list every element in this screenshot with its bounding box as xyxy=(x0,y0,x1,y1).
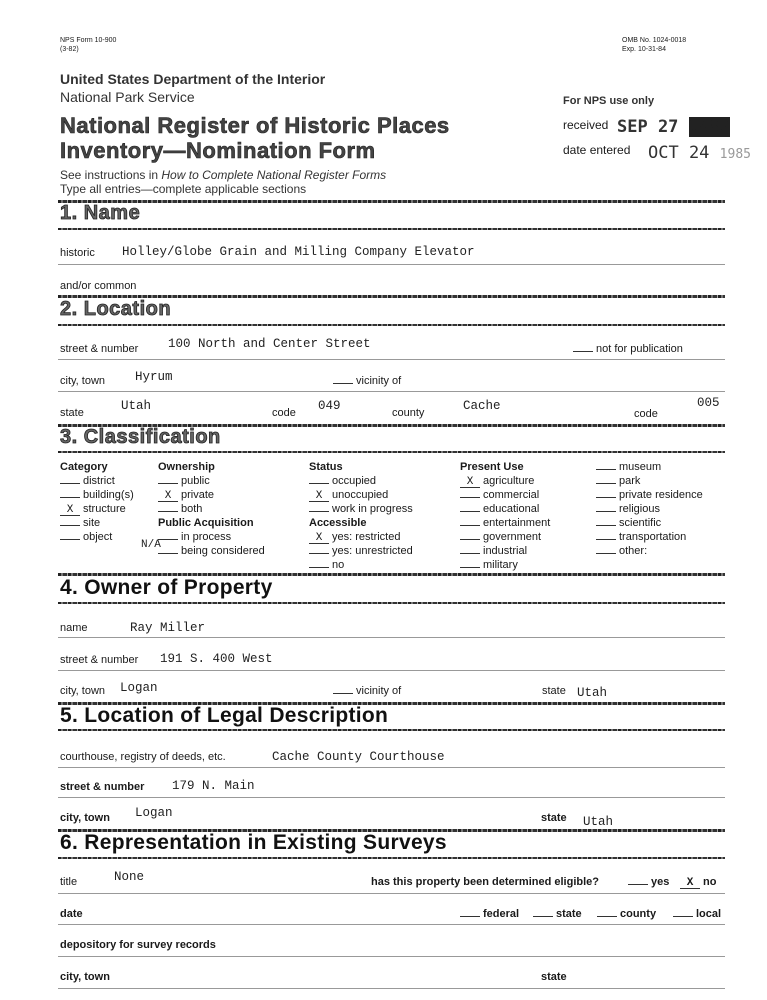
received-label: received xyxy=(563,118,609,132)
field-line xyxy=(58,893,725,894)
field-line xyxy=(58,359,725,360)
owner-state-field[interactable]: Utah xyxy=(577,686,608,700)
entered-stamp: OCT 24 1985 xyxy=(648,143,751,163)
option-label: occupied xyxy=(332,475,377,487)
checkbox[interactable] xyxy=(460,553,480,554)
section-1-heading: 1. Name xyxy=(60,202,141,224)
classification-column xyxy=(141,460,265,558)
checkbox-option[interactable] xyxy=(158,474,265,488)
owner-city-field[interactable]: Logan xyxy=(120,681,158,695)
form-revision: (3-82) xyxy=(60,46,79,53)
divider xyxy=(58,228,725,230)
field-line xyxy=(58,670,725,671)
form-number: NPS Form 10-900 xyxy=(60,37,117,44)
option-label: park xyxy=(619,475,641,487)
option-label: museum xyxy=(619,461,662,473)
option-label: military xyxy=(483,559,518,571)
checkbox[interactable] xyxy=(158,511,178,512)
divider xyxy=(58,451,725,453)
checkbox[interactable] xyxy=(596,497,616,498)
field-line xyxy=(58,637,725,638)
section-2-heading: 2. Location xyxy=(60,298,172,320)
courthouse-label: courthouse, registry of deeds, etc. xyxy=(60,751,226,763)
state-checkbox[interactable] xyxy=(533,916,553,917)
city-label: city, town xyxy=(60,375,106,387)
checkbox-option[interactable] xyxy=(460,502,550,516)
option-label: no xyxy=(332,559,345,571)
checkbox-option[interactable] xyxy=(460,474,550,488)
option-label: both xyxy=(181,503,203,515)
subsection-header: Accessible xyxy=(309,517,367,529)
field-line xyxy=(58,391,725,392)
entered-label: date entered xyxy=(563,143,631,157)
checkbox[interactable] xyxy=(460,567,480,568)
checkbox[interactable] xyxy=(60,483,80,484)
eligible-no[interactable]: X no xyxy=(680,876,716,889)
divider xyxy=(58,729,725,731)
nfp-checkbox[interactable] xyxy=(573,351,593,352)
yes-checkbox[interactable] xyxy=(628,884,648,885)
owner-name-field[interactable]: Ray Miller xyxy=(130,621,206,635)
state-field[interactable]: Utah xyxy=(121,399,152,413)
owner-city-label: city, town xyxy=(60,685,106,697)
legal-city-label: city, town xyxy=(60,812,110,824)
divider xyxy=(58,857,725,859)
courthouse-field[interactable]: Cache County Courthouse xyxy=(272,750,445,764)
code-label: code xyxy=(272,407,296,419)
checkbox[interactable] xyxy=(460,539,480,540)
legal-city-field[interactable]: Logan xyxy=(135,806,173,820)
field-line xyxy=(58,264,725,265)
option-label: scientific xyxy=(619,517,662,529)
legal-state-field[interactable]: Utah xyxy=(583,815,614,829)
subsection-header: Public Acquisition xyxy=(158,517,254,529)
checkbox-option[interactable] xyxy=(309,474,413,488)
service: National Park Service xyxy=(60,89,195,105)
state-code-field[interactable]: 049 xyxy=(318,399,341,413)
option-label: site xyxy=(83,517,101,529)
option-label: object xyxy=(83,531,113,543)
checkbox[interactable]: X xyxy=(309,533,329,544)
option-label: structure xyxy=(83,503,126,515)
checkbox[interactable] xyxy=(596,511,616,512)
section-6-heading: 6. Representation in Existing Surveys xyxy=(60,831,447,854)
checkbox[interactable] xyxy=(309,483,329,484)
checkbox-option[interactable] xyxy=(596,544,703,558)
survey-title-label: title xyxy=(60,876,78,888)
checkbox-option[interactable] xyxy=(596,502,703,516)
checkbox-option[interactable] xyxy=(309,502,413,516)
option-label: yes: unrestricted xyxy=(332,545,413,557)
option-label: unoccupied xyxy=(332,489,389,501)
checkbox[interactable] xyxy=(596,483,616,484)
checkbox-option[interactable] xyxy=(596,474,703,488)
checkbox-option[interactable] xyxy=(60,474,134,488)
classification-column xyxy=(596,460,703,558)
eligible-yes[interactable]: yes xyxy=(628,876,669,888)
checkbox-option[interactable] xyxy=(460,558,550,572)
checkbox-option[interactable] xyxy=(309,558,413,572)
column-header: Status xyxy=(309,461,343,473)
local-option[interactable]: local xyxy=(673,908,721,920)
expiration: Exp. 10-31-84 xyxy=(622,46,666,53)
divider xyxy=(58,200,725,203)
nps-use-only: For NPS use only xyxy=(563,95,655,107)
historic-name-field[interactable]: Holley/Globe Grain and Milling Company Elevator xyxy=(122,245,475,259)
eligible-question: has this property been determined eligible? xyxy=(371,876,599,888)
checkbox[interactable] xyxy=(309,553,329,554)
checkbox-option[interactable] xyxy=(309,544,413,558)
checkbox-option[interactable] xyxy=(596,530,703,544)
option-label: religious xyxy=(619,503,660,515)
checkbox[interactable]: X xyxy=(460,477,480,488)
column-header: Ownership xyxy=(158,461,215,473)
checkbox[interactable] xyxy=(309,567,329,568)
checkbox[interactable]: X xyxy=(309,491,329,502)
checkbox[interactable] xyxy=(60,525,80,526)
classification-column xyxy=(60,460,134,544)
option-label: being considered xyxy=(181,545,265,557)
survey-title-field[interactable]: None xyxy=(114,870,145,884)
checkbox-option[interactable] xyxy=(60,488,134,502)
checkbox-option[interactable] xyxy=(596,460,703,474)
checkbox-option[interactable] xyxy=(460,488,550,502)
historic-label: historic xyxy=(60,247,95,259)
city-field[interactable]: Hyrum xyxy=(135,370,173,384)
not-for-publication[interactable]: not for publication xyxy=(573,343,683,355)
checkbox[interactable] xyxy=(460,497,480,498)
street-label: street & number xyxy=(60,343,139,355)
option-label: educational xyxy=(483,503,540,515)
vicinity[interactable]: vicinity of xyxy=(333,375,401,387)
option-label: public xyxy=(181,475,210,487)
checkbox-option[interactable] xyxy=(60,516,134,530)
option-label: commercial xyxy=(483,489,540,501)
received-stamp: SEP 27 1985 xyxy=(617,117,730,137)
state-label: state xyxy=(60,407,84,419)
checkbox-option[interactable] xyxy=(596,488,703,502)
county-label: county xyxy=(392,407,425,419)
divider xyxy=(58,602,725,604)
state-option[interactable]: state xyxy=(533,908,582,920)
federal-option[interactable]: federal xyxy=(460,908,519,920)
option-label: industrial xyxy=(483,545,528,557)
depository-label: depository for survey records xyxy=(60,939,216,951)
classification-column xyxy=(460,460,550,572)
owner-vicinity[interactable]: vicinity of xyxy=(333,685,401,697)
checkbox[interactable] xyxy=(596,553,616,554)
field-line xyxy=(58,956,725,957)
checkbox-option[interactable] xyxy=(60,530,134,544)
street-field[interactable]: 100 North and Center Street xyxy=(168,337,371,351)
federal-checkbox[interactable] xyxy=(460,916,480,917)
owner-street-label: street & number xyxy=(60,654,139,666)
field-line xyxy=(58,924,725,925)
survey-city-label: city, town xyxy=(60,971,110,983)
survey-state-label: state xyxy=(541,971,567,983)
field-line xyxy=(58,988,725,989)
checkbox-option[interactable] xyxy=(309,488,413,502)
checkbox[interactable] xyxy=(60,497,80,498)
checkbox-option[interactable] xyxy=(309,530,413,544)
checkbox[interactable] xyxy=(596,539,616,540)
department: United States Department of the Interior xyxy=(60,71,326,87)
column-header: Category xyxy=(60,461,108,473)
checkbox[interactable] xyxy=(460,511,480,512)
option-label: private residence xyxy=(619,489,703,501)
county-field[interactable]: Cache xyxy=(463,399,501,413)
legal-state-label: state xyxy=(541,812,567,824)
option-label: transportation xyxy=(619,531,687,543)
checkbox-option[interactable] xyxy=(596,516,703,530)
owner-name-label: name xyxy=(60,622,88,634)
county-option[interactable]: county xyxy=(597,908,656,920)
county-checkbox[interactable] xyxy=(597,916,617,917)
checkbox[interactable]: X xyxy=(158,491,178,502)
form-title-1: National Register of Historic Places xyxy=(60,113,450,138)
owner-state-label: state xyxy=(542,685,566,697)
checkbox[interactable] xyxy=(309,511,329,512)
option-label: entertainment xyxy=(483,517,551,529)
classification-column xyxy=(309,460,413,572)
checkbox[interactable] xyxy=(596,525,616,526)
option-label: yes: restricted xyxy=(332,531,401,543)
field-line xyxy=(58,767,725,768)
option-label: in process xyxy=(181,531,232,543)
option-label: building(s) xyxy=(83,489,134,501)
checkbox-option[interactable] xyxy=(460,530,550,544)
section-5-heading: 5. Location of Legal Description xyxy=(60,704,389,727)
checkbox[interactable] xyxy=(158,553,178,554)
checkbox-option[interactable] xyxy=(158,530,265,544)
local-checkbox[interactable] xyxy=(673,916,693,917)
legal-street-field[interactable]: 179 N. Main xyxy=(172,779,255,793)
county-code-label: code xyxy=(634,408,658,420)
na-note: N/A xyxy=(141,539,161,551)
omb-number: OMB No. 1024-0018 xyxy=(622,37,687,44)
common-label: and/or common xyxy=(60,280,137,292)
county-code-field[interactable]: 005 xyxy=(697,396,720,410)
checkbox[interactable] xyxy=(158,483,178,484)
checkbox[interactable]: X xyxy=(60,505,80,516)
option-label: private xyxy=(181,489,215,501)
no-checkbox[interactable]: X xyxy=(680,878,700,889)
checkbox-option[interactable] xyxy=(158,488,265,502)
section-3-heading: 3. Classification xyxy=(60,426,221,448)
field-line xyxy=(58,797,725,798)
checkbox-option[interactable] xyxy=(460,516,550,530)
instructions-2: Type all entries—complete applicable sections xyxy=(60,182,307,196)
checkbox-option[interactable] xyxy=(158,502,265,516)
option-label: government xyxy=(483,531,542,543)
checkbox[interactable] xyxy=(158,539,178,540)
divider xyxy=(58,324,725,326)
checkbox-option[interactable] xyxy=(158,544,265,558)
owner-vicinity-checkbox[interactable] xyxy=(333,693,353,694)
vicinity-checkbox[interactable] xyxy=(333,383,353,384)
checkbox[interactable] xyxy=(60,539,80,540)
owner-street-field[interactable]: 191 S. 400 West xyxy=(160,652,273,666)
checkbox-option[interactable] xyxy=(60,502,134,516)
instructions: See instructions in How to Complete National Register Forms xyxy=(60,168,387,182)
column-header: Present Use xyxy=(460,461,524,473)
option-label: agriculture xyxy=(483,475,535,487)
survey-date-label: date xyxy=(60,908,83,920)
checkbox[interactable] xyxy=(460,525,480,526)
legal-street-label: street & number xyxy=(60,781,145,793)
form-title-2: Inventory—Nomination Form xyxy=(60,138,376,163)
option-label: work in progress xyxy=(332,503,413,515)
checkbox-option[interactable] xyxy=(460,544,550,558)
section-4-heading: 4. Owner of Property xyxy=(60,576,273,599)
option-label: other: xyxy=(619,545,648,557)
checkbox[interactable] xyxy=(596,469,616,470)
option-label: district xyxy=(83,475,115,487)
